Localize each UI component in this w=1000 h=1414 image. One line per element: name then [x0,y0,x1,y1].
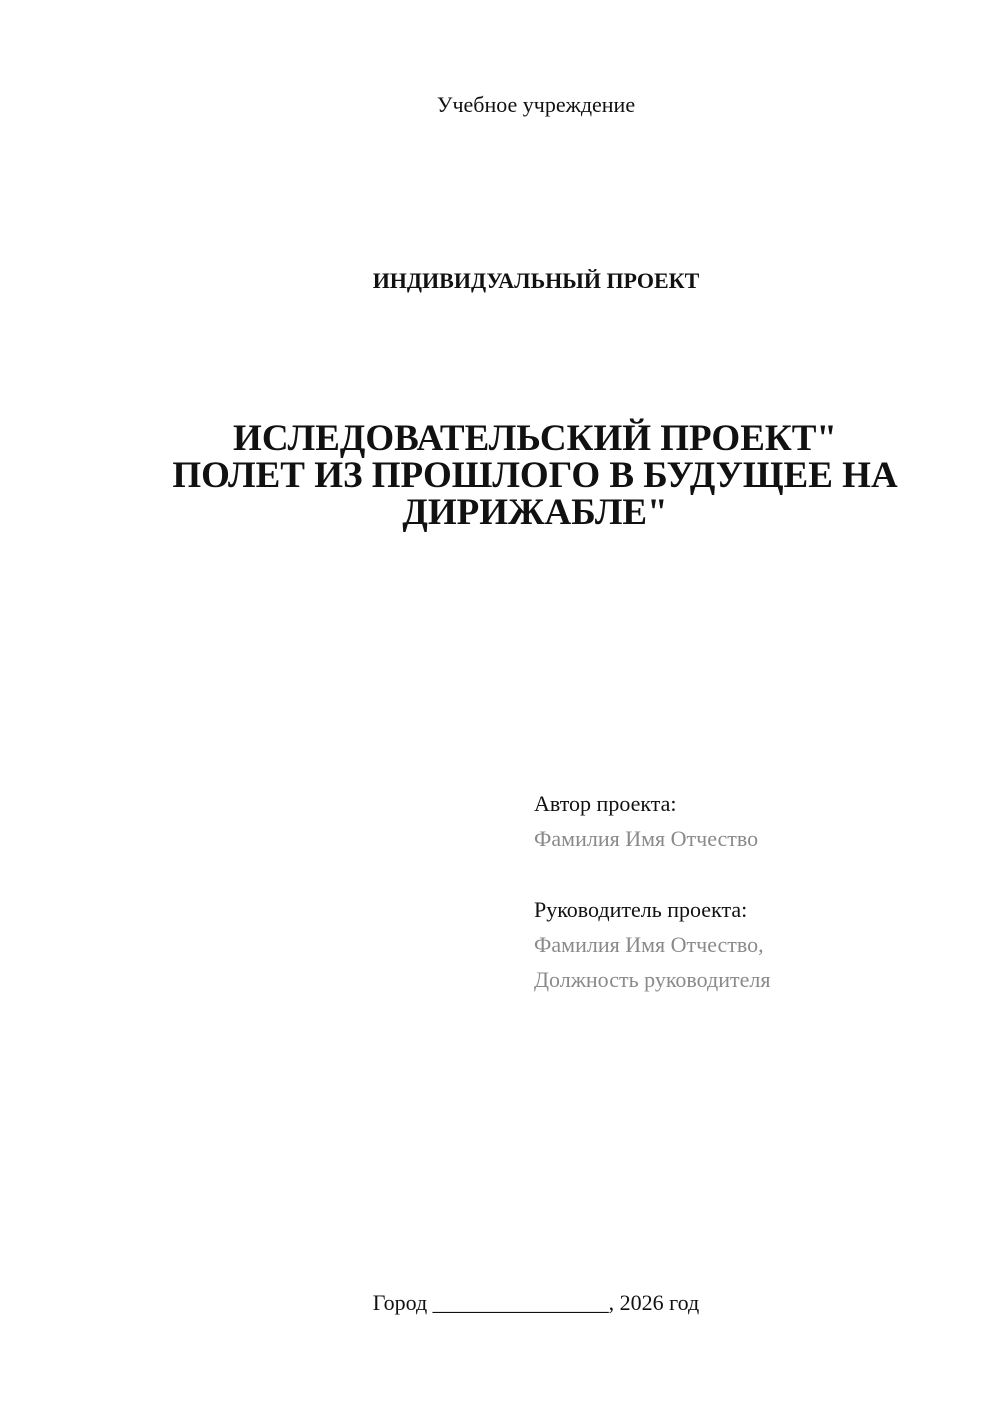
city-year-footer: Город ________________, 2026 год [372,1290,700,1315]
author-label: Автор проекта: [534,791,677,816]
supervisor-position: Должность руководителя [534,967,771,992]
supervisor-label: Руководитель проекта: [534,897,748,922]
institution-name: Учебное учреждение [436,92,636,117]
project-title [140,420,930,531]
title-line: ДИРИЖАБЛЕ" [402,492,668,533]
supervisor-block [534,892,770,997]
supervisor-name: Фамилия Имя Отчество, [534,932,764,957]
title-line: ИСЛЕДОВАТЕЛЬСКИЙ ПРОЕКТ" [233,418,837,459]
author-block [534,786,758,856]
author-name: Фамилия Имя Отчество [534,826,759,851]
title-line: ПОЛЕТ ИЗ ПРОШЛОГО В БУДУЩЕЕ НА [172,455,898,496]
project-kind-heading: ИНДИВИДУАЛЬНЫЙ ПРОЕКТ [372,268,700,293]
